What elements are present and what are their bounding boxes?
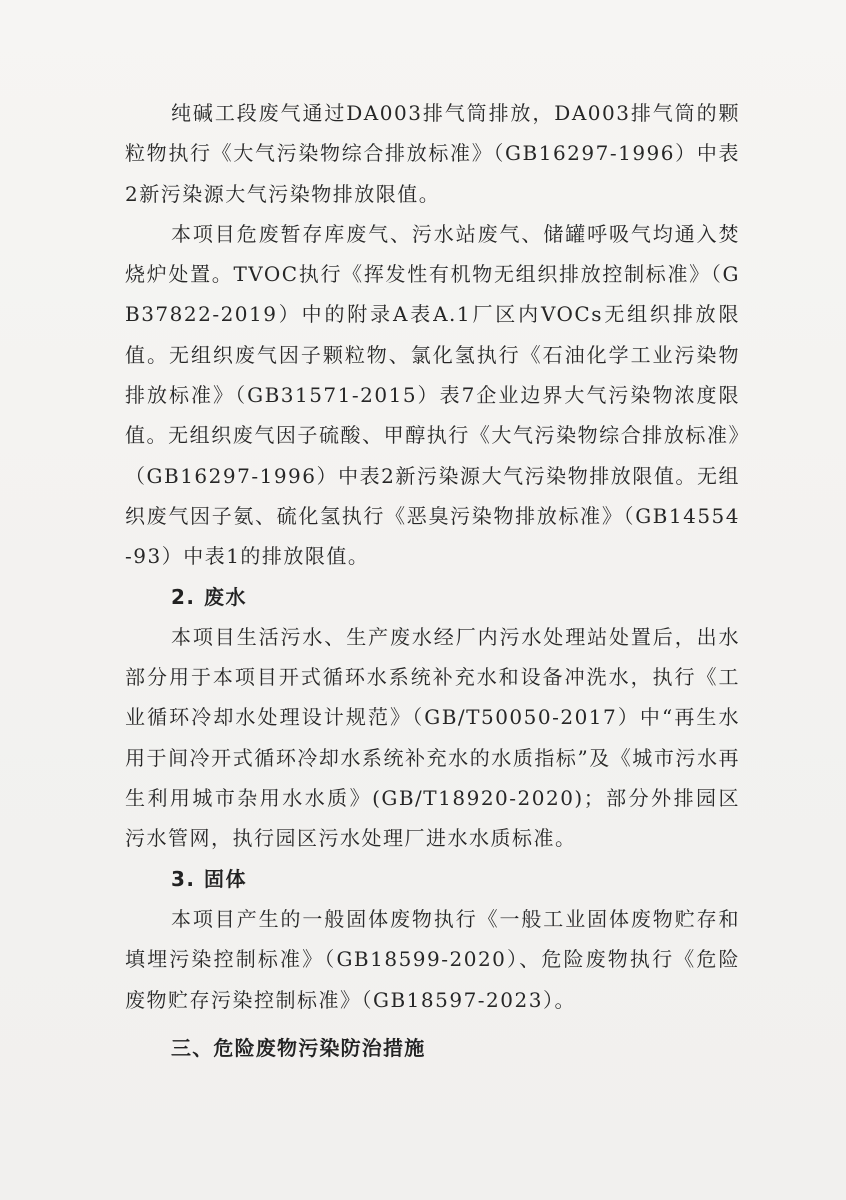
paragraph-wastewater: 本项目生活污水、生产废水经厂内污水处理站处置后，出水部分用于本项目开式循环水系统补充水和设备冲洗水，执行《工业循环冷却水处理设计规范》（GB/T50050-2017）中“再生水用于间冷开式循环冷却水系统补充水的水质指标”及《城市污水再生利用城市杂用水水质》(GB/T18920-2020)；部分外排园区污水管网，执行园区污水处理厂进水水质标准。 xyxy=(125,624,740,851)
section-heading-wastewater: 2. 废水 xyxy=(171,584,247,609)
paragraph-fugitive-emissions: 本项目危废暂存库废气、污水站废气、储罐呼吸气均通入焚烧炉处置。TVOC执行《挥发性有机物无组织排放控制标准》（GB37822-2019）中的附录A表A.1厂区内VOCs无组织排放限值。无组织废气因子颗粒物、氯化氢执行《石油化学工业污染物排放标准》（GB31571-2015）表7企业边界大气污染物浓度限值。无组织废气因子硫酸、甲醇执行《大气污染物综合排放标准》（GB16297-1996）中表2新污染源大气污染物排放限值。无组织废气因子氨、硫化氢执行《恶臭污染物排放标准》（GB14554-93）中表1的排放限值。 xyxy=(125,221,740,569)
section-heading-solid-waste: 3. 固体 xyxy=(171,866,247,891)
chapter-heading-hazardous-waste: 三、危险废物污染防治措施 xyxy=(171,1035,426,1060)
paragraph-exhaust-da003: 纯碱工段废气通过DA003排气筒排放，DA003排气筒的颗粒物执行《大气污染物综合排放标准》（GB16297-1996）中表2新污染源大气污染物排放限值。 xyxy=(125,101,740,206)
document-body xyxy=(125,93,740,1068)
paragraph-solid-waste: 本项目产生的一般固体废物执行《一般工业固体废物贮存和填埋污染控制标准》（GB18599-2020）、危险废物执行《危险废物贮存污染控制标准》（GB18597-2023）。 xyxy=(125,906,740,1012)
